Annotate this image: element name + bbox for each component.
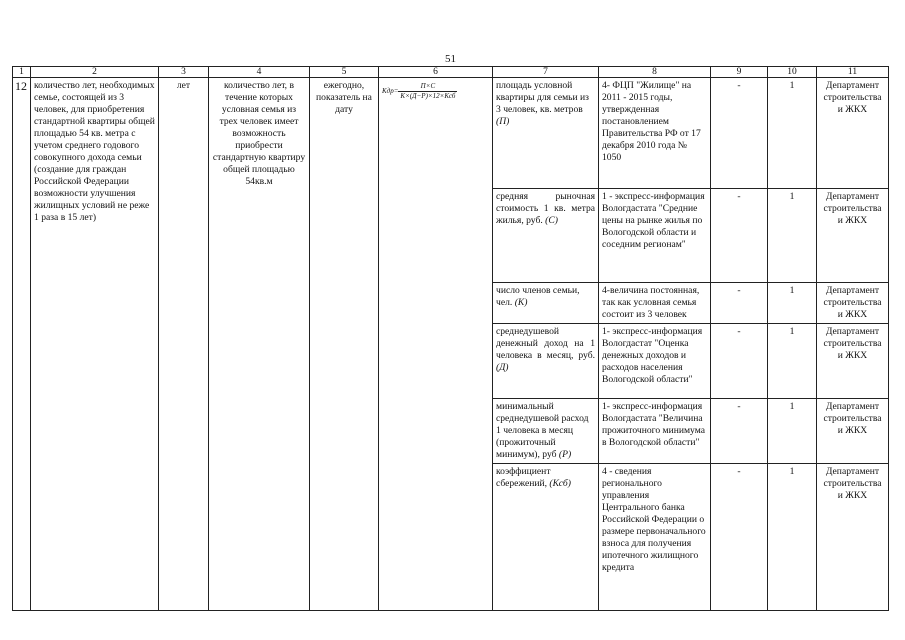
col-header: 7	[493, 67, 599, 78]
col-header: 5	[310, 67, 379, 78]
indicator-table	[12, 66, 889, 611]
col-header: 3	[159, 67, 209, 78]
column-number-row	[13, 67, 889, 78]
responsible-department: Департамент строительства и ЖКХ	[817, 464, 889, 611]
component-desc: средняя рыночная стоимость 1 кв. метра жилья, руб. (С)	[493, 189, 599, 283]
col9-value: -	[711, 399, 768, 464]
responsible-department: Департамент строительства и ЖКХ	[817, 78, 889, 189]
responsible-department: Департамент строительства и ЖКХ	[817, 189, 889, 283]
col9-value: -	[711, 78, 768, 189]
component-desc: среднедушевой денежный доход на 1 человека в месяц, руб. (Д)	[493, 324, 599, 399]
col10-value: 1	[768, 78, 817, 189]
indicator-name: количество лет, необходимых семье, состоящей из 3 человек, для приобретения стандартной квартиры общей площадью 54 кв. метра с учетом среднего годового совокупного дохода семьи (создание для граждан Российской Федерации возможности улучшения жилищных условий не реже 1 раза в 15 лет)	[31, 78, 159, 611]
data-source: 1- экспресс-информация Вологдастат "Оценка денежных доходов и расходов населения Вологодской области"	[599, 324, 711, 399]
data-source: 4-величина постоянная, так как условная семья состоит из 3 человек	[599, 283, 711, 324]
col10-value: 1	[768, 464, 817, 611]
col-header: 11	[817, 67, 889, 78]
component-desc: коэффициент сбережений, (Ксб)	[493, 464, 599, 611]
responsible-department: Департамент строительства и ЖКХ	[817, 324, 889, 399]
formula-denominator: К×(Д−Р)×12×Ксб	[400, 92, 456, 100]
indicator-definition: количество лет, в течение которых условная семья из трех человек имеет возможность приобрести стандартную квартиру общей площадью 54кв.м	[209, 78, 310, 611]
col-header: 6	[379, 67, 493, 78]
data-source: 4- ФЦП "Жилище" на 2011 - 2015 годы, утвержденная постановлением Правительства РФ от 17 декабря 2010 года № 1050	[599, 78, 711, 189]
indicator-formula	[379, 78, 493, 611]
data-source: 1- экспресс-информация Вологдастата "Величина прожиточного минимума в Вологодской области"	[599, 399, 711, 464]
formula-numerator: П×С	[398, 82, 457, 92]
col-header: 2	[31, 67, 159, 78]
responsible-department: Департамент строительства и ЖКХ	[817, 283, 889, 324]
col-header: 9	[711, 67, 768, 78]
col10-value: 1	[768, 324, 817, 399]
col10-value: 1	[768, 189, 817, 283]
indicator-unit: лет	[159, 78, 209, 611]
table-row	[13, 78, 889, 189]
col10-value: 1	[768, 399, 817, 464]
data-source: 1 - экспресс-информация Вологдастата "Средние цены на рынке жилья по Вологодской области и соседним регионам"	[599, 189, 711, 283]
row-number: 12	[13, 78, 31, 611]
indicator-periodicity: ежегодно, показатель на дату	[310, 78, 379, 611]
component-desc: минимальный среднедушевой расход 1 человека в месяц (прожиточный минимум), руб (Р)	[493, 399, 599, 464]
col9-value: -	[711, 464, 768, 611]
col-header: 10	[768, 67, 817, 78]
col-header: 8	[599, 67, 711, 78]
col10-value: 1	[768, 283, 817, 324]
col9-value: -	[711, 283, 768, 324]
data-source: 4 - сведения регионального управления Центрального банка Российской Федерации о размере первоначального взноса для получения ипотечного жилищного кредита	[599, 464, 711, 611]
page-number: 51	[445, 53, 456, 65]
col9-value: -	[711, 324, 768, 399]
formula-lhs: Кдр=	[382, 87, 399, 96]
component-desc: число членов семьи, чел. (К)	[493, 283, 599, 324]
responsible-department: Департамент строительства и ЖКХ	[817, 399, 889, 464]
col9-value: -	[711, 189, 768, 283]
col-header: 4	[209, 67, 310, 78]
formula-fraction	[398, 82, 457, 101]
component-desc: площадь условной квартиры для семьи из 3 человек, кв. метров (П)	[493, 78, 599, 189]
col-header: 1	[13, 67, 31, 78]
